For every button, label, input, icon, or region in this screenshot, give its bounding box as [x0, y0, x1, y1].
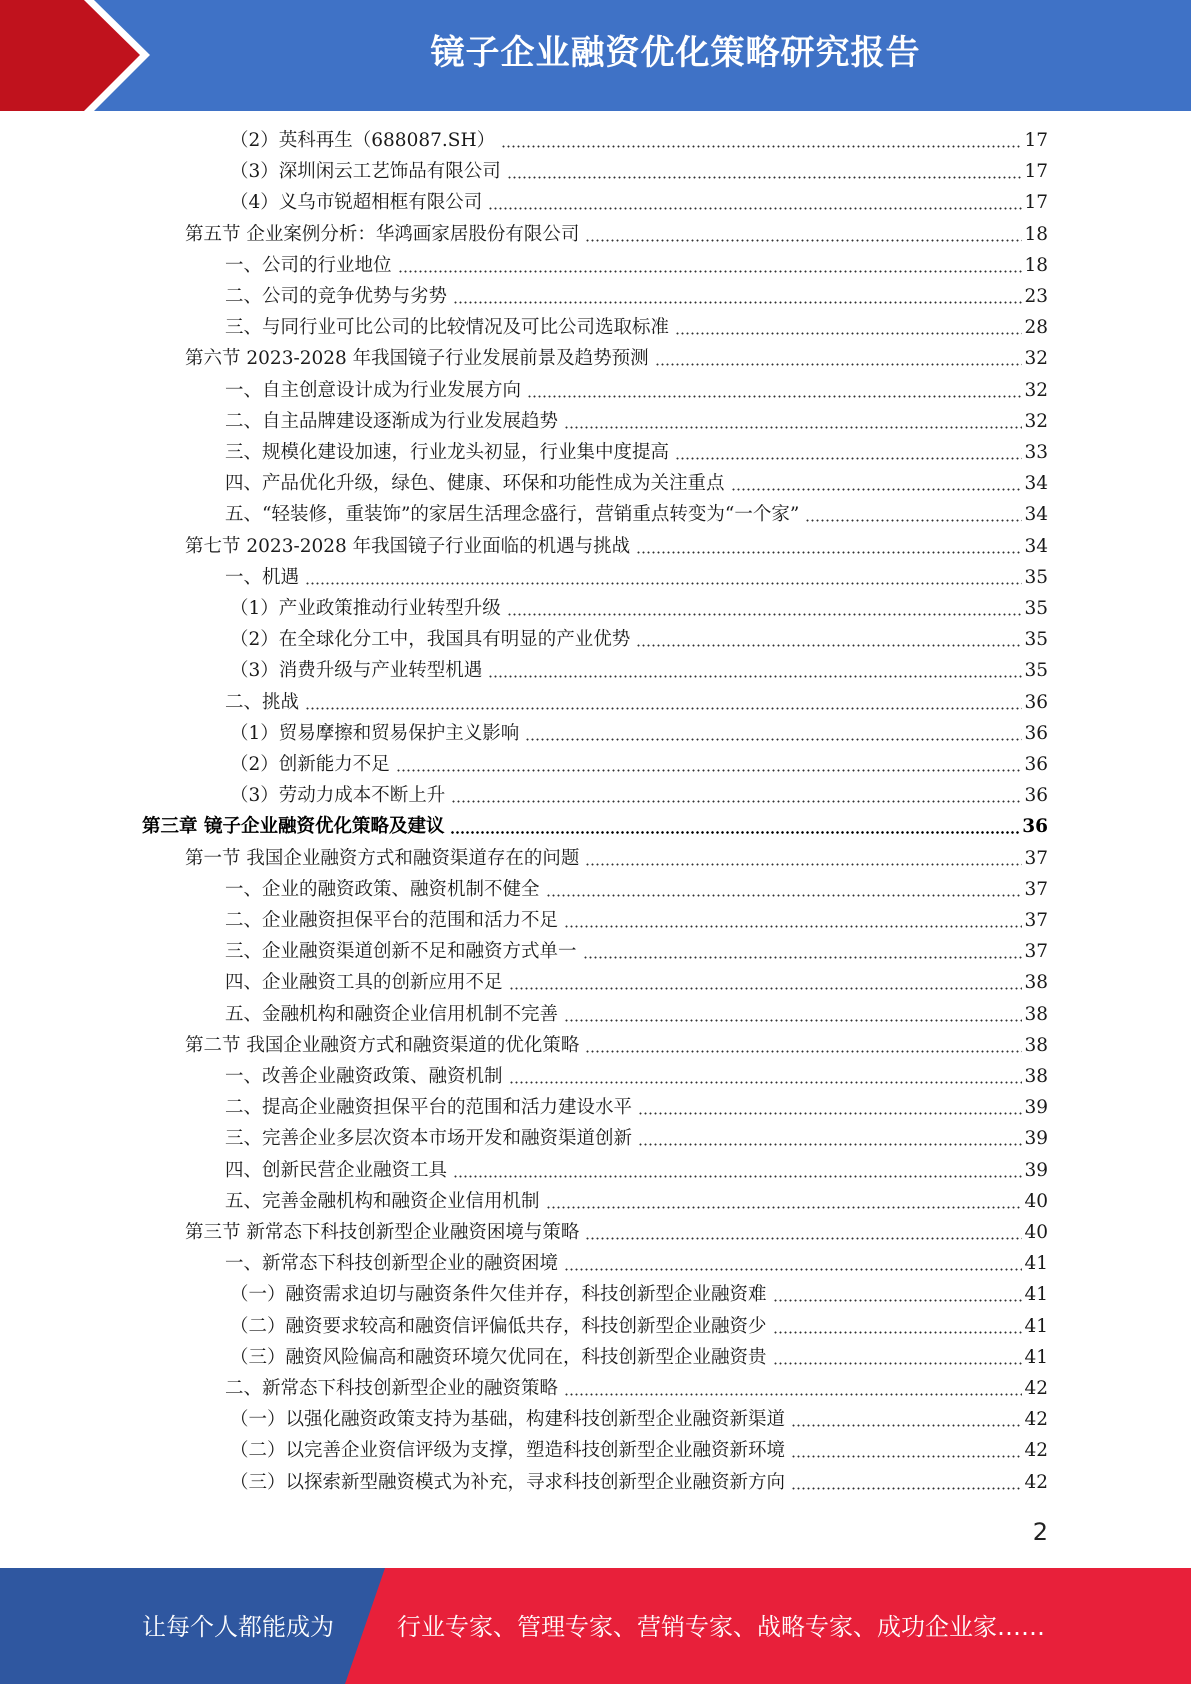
- toc-dot-leader: [396, 769, 1023, 772]
- toc-entry-title: 三、与同行业可比公司的比较情况及可比公司选取标准: [225, 317, 670, 339]
- toc-dot-leader: [564, 1268, 1022, 1271]
- toc-entry-page: 34: [1024, 504, 1048, 526]
- toc-entry-page: 36: [1024, 691, 1048, 713]
- toc-dot-leader: [638, 1112, 1022, 1115]
- toc-entry-page: 35: [1024, 660, 1048, 682]
- toc-dot-leader: [488, 207, 1022, 210]
- toc-entry-title: 二、新常态下科技创新型企业的融资策略: [225, 1378, 559, 1399]
- toc-entry-page: 35: [1024, 629, 1048, 651]
- toc-entry-title: （一）以强化融资政策支持为基础，构建科技创新型企业融资新渠道: [230, 1409, 786, 1431]
- toc-entry-title: 三、规模化建设加速，行业龙头初显，行业集中度提高: [225, 442, 670, 463]
- toc-dot-leader: [398, 270, 1023, 273]
- toc-dot-leader: [564, 925, 1022, 928]
- toc-dot-leader: [636, 644, 1022, 647]
- toc-entry[interactable]: [185, 220, 1048, 250]
- toc-entry-title: （3）深圳闲云工艺饰品有限公司: [230, 161, 501, 183]
- toc-entry-page: 34: [1024, 535, 1048, 557]
- toc-dot-leader: [585, 863, 1022, 866]
- toc-entry-page: 40: [1024, 1190, 1048, 1212]
- toc-entry[interactable]: [225, 407, 1048, 437]
- toc-entry[interactable]: [230, 126, 1048, 156]
- toc-entry-title: 五、“轻装修，重装饰”的家居生活理念盛行，营销重点转变为“一个家”: [225, 504, 800, 526]
- toc-entry-title: 第三章 镜子企业融资优化策略及建议: [142, 816, 445, 838]
- toc-entry-page: 17: [1024, 161, 1048, 183]
- toc-dot-leader: [585, 239, 1022, 242]
- toc-dot-leader: [451, 800, 1022, 803]
- toc-entry-page: 17: [1024, 192, 1048, 214]
- toc-entry[interactable]: [230, 1468, 1048, 1498]
- toc-dot-leader: [305, 582, 1022, 585]
- toc-entry-page: 42: [1024, 1378, 1048, 1399]
- toc-entry[interactable]: [225, 282, 1048, 312]
- toc-entry-page: 28: [1024, 317, 1048, 339]
- toc-dot-leader: [509, 1081, 1023, 1084]
- toc-entry[interactable]: [230, 594, 1048, 624]
- toc-entry[interactable]: [185, 844, 1048, 874]
- toc-entry-title: 三、企业融资渠道创新不足和融资方式单一: [225, 941, 577, 963]
- toc-entry-title: 第三节 新常态下科技创新型企业融资困境与策略: [185, 1222, 580, 1243]
- toc-entry-title: 一、新常态下科技创新型企业的融资困境: [225, 1253, 559, 1275]
- toc-entry[interactable]: [230, 750, 1048, 780]
- toc-entry-page: 38: [1024, 972, 1048, 994]
- toc-entry-page: 34: [1024, 473, 1048, 495]
- toc-entry-title: 二、企业融资担保平台的范围和活力不足: [225, 910, 559, 931]
- toc-entry-title: 二、公司的竞争优势与劣势: [225, 286, 448, 307]
- document-title: 镜子企业融资优化策略研究报告: [430, 33, 921, 73]
- toc-dot-leader: [655, 363, 1023, 366]
- toc-dot-leader: [585, 1237, 1022, 1240]
- toc-dot-leader: [305, 707, 1022, 710]
- toc-entry[interactable]: [225, 1124, 1048, 1154]
- toc-entry-title: 第二节 我国企业融资方式和融资渠道的优化策略: [185, 1034, 580, 1056]
- toc-entry[interactable]: [225, 1249, 1048, 1279]
- toc-dot-leader: [453, 1175, 1022, 1178]
- toc-entry[interactable]: [225, 469, 1048, 499]
- toc-entry-title: （4）义乌市锐超相框有限公司: [230, 192, 483, 214]
- toc-dot-leader: [805, 519, 1022, 522]
- toc-entry[interactable]: [230, 188, 1048, 218]
- toc-entry-title: 第七节 2023-2028 年我国镜子行业面临的机遇与挑战: [185, 535, 631, 557]
- toc-entry-page: 38: [1024, 1066, 1048, 1087]
- toc-entry-title: 一、机遇: [225, 566, 300, 588]
- toc-entry-page: 36: [1022, 816, 1048, 838]
- toc-entry-page: 39: [1024, 1128, 1048, 1150]
- toc-entry-page: 42: [1024, 1440, 1048, 1462]
- toc-entry-page: 32: [1024, 410, 1048, 432]
- toc-entry-title: （1）贸易摩擦和贸易保护主义影响: [230, 722, 520, 744]
- toc-dot-leader: [638, 1143, 1022, 1146]
- toc-dot-leader: [450, 831, 1020, 834]
- toc-dot-leader: [501, 145, 1022, 148]
- toc-entry-title: （二）融资要求较高和融资信评偏低共存，科技创新型企业融资少: [230, 1315, 767, 1337]
- toc-dot-leader: [585, 1050, 1022, 1053]
- toc-entry-title: （三）融资风险偏高和融资环境欠优同在，科技创新型企业融资贵: [230, 1346, 767, 1368]
- footer-slogan-left: 让每个人都能成为: [142, 1613, 334, 1641]
- toc-entry[interactable]: [225, 875, 1048, 905]
- toc-dot-leader: [507, 176, 1023, 179]
- toc-entry-page: 35: [1024, 566, 1048, 588]
- toc-dot-leader: [791, 1455, 1022, 1458]
- toc-entry-title: （2）在全球化分工中，我国具有明显的产业优势: [230, 629, 631, 651]
- toc-entry-page: 17: [1024, 130, 1048, 151]
- toc-entry-title: （3）劳动力成本不断上升: [230, 785, 446, 807]
- toc-entry[interactable]: [185, 532, 1048, 562]
- toc-entry-title: 二、自主品牌建设逐渐成为行业发展趋势: [225, 410, 559, 432]
- toc-entry[interactable]: [225, 937, 1048, 967]
- toc-entry-page: 38: [1024, 1034, 1048, 1056]
- toc-entry-title: 四、创新民营企业融资工具: [225, 1159, 448, 1181]
- toc-dot-leader: [488, 675, 1022, 678]
- toc-dot-leader: [509, 987, 1023, 990]
- toc-entry-page: 33: [1024, 442, 1048, 463]
- toc-entry-title: 四、产品优化升级，绿色、健康、环保和功能性成为关注重点: [225, 473, 725, 495]
- toc-entry-title: 一、自主创意设计成为行业发展方向: [225, 379, 522, 401]
- toc-entry[interactable]: [185, 1031, 1048, 1061]
- page-header: [0, 0, 1191, 111]
- toc-dot-leader: [791, 1487, 1022, 1490]
- toc-dot-leader: [546, 894, 1023, 897]
- toc-dot-leader: [564, 1393, 1022, 1396]
- toc-entry-page: 18: [1024, 223, 1048, 245]
- toc-entry-page: 37: [1024, 910, 1048, 931]
- page-number: 2: [1032, 1518, 1048, 1546]
- toc-entry[interactable]: [230, 1436, 1048, 1466]
- toc-dot-leader: [527, 395, 1022, 398]
- toc-entry[interactable]: [225, 563, 1048, 593]
- toc-entry-page: 42: [1024, 1471, 1048, 1493]
- toc-entry-title: 一、企业的融资政策、融资机制不健全: [225, 878, 540, 900]
- toc-dot-leader: [507, 613, 1023, 616]
- toc-dot-leader: [636, 551, 1022, 554]
- toc-entry-title: 第五节 企业案例分析：华鸿画家居股份有限公司: [185, 223, 580, 245]
- toc-dot-leader: [453, 301, 1022, 304]
- toc-dot-leader: [791, 1424, 1022, 1427]
- toc-entry-page: 37: [1024, 847, 1048, 869]
- toc-dot-leader: [675, 457, 1022, 460]
- toc-entry[interactable]: [225, 1156, 1048, 1186]
- toc-entry-title: 一、公司的行业地位: [225, 254, 392, 276]
- toc-entry-page: 32: [1024, 348, 1048, 370]
- toc-entry-title: （1）产业政策推动行业转型升级: [230, 598, 501, 619]
- toc-entry[interactable]: [230, 1312, 1048, 1342]
- toc-entry-page: 42: [1024, 1409, 1048, 1431]
- toc-entry[interactable]: [185, 344, 1048, 374]
- toc-entry-title: 第一节 我国企业融资方式和融资渠道存在的问题: [185, 847, 580, 869]
- toc-dot-leader: [773, 1331, 1023, 1334]
- toc-entry[interactable]: [225, 1187, 1048, 1217]
- toc-entry-page: 39: [1024, 1159, 1048, 1181]
- toc-dot-leader: [675, 332, 1022, 335]
- toc-entry[interactable]: [185, 1218, 1048, 1248]
- toc-entry-page: 18: [1024, 254, 1048, 276]
- toc-entry[interactable]: [230, 625, 1048, 655]
- toc-entry[interactable]: [230, 719, 1048, 749]
- toc-dot-leader: [731, 488, 1023, 491]
- page-footer: [0, 1568, 1191, 1684]
- toc-entry[interactable]: [230, 157, 1048, 187]
- toc-entry-title: （3）消费升级与产业转型机遇: [230, 660, 483, 682]
- header-red-chevron: [0, 0, 140, 111]
- toc-entry-title: （三）以探索新型融资模式为补充，寻求科技创新型企业融资新方向: [230, 1471, 786, 1493]
- toc-entry[interactable]: [225, 906, 1048, 936]
- toc-entry-page: 23: [1024, 286, 1048, 307]
- toc-entry-title: 四、企业融资工具的创新应用不足: [225, 972, 503, 994]
- toc-entry-page: 36: [1024, 754, 1048, 775]
- toc-entry[interactable]: [230, 1280, 1048, 1310]
- toc-entry-title: 五、完善金融机构和融资企业信用机制: [225, 1190, 540, 1212]
- toc-entry-page: 38: [1024, 1003, 1048, 1025]
- toc-dot-leader: [525, 738, 1022, 741]
- toc-dot-leader: [564, 426, 1022, 429]
- footer-slogan-right: 行业专家、管理专家、营销专家、战略专家、成功企业家……: [397, 1613, 1045, 1641]
- toc-entry-title: （二）以完善企业资信评级为支撑，塑造科技创新型企业融资新环境: [230, 1440, 786, 1462]
- toc-entry[interactable]: [142, 812, 1048, 842]
- toc-entry-page: 36: [1024, 785, 1048, 807]
- toc-entry-page: 41: [1024, 1315, 1048, 1337]
- toc-entry-page: 39: [1024, 1097, 1048, 1119]
- toc-entry[interactable]: [225, 1374, 1048, 1404]
- toc-entry[interactable]: [230, 1343, 1048, 1373]
- toc-entry[interactable]: [225, 688, 1048, 718]
- toc-entry-title: 五、金融机构和融资企业信用机制不完善: [225, 1003, 559, 1025]
- toc-entry-title: 二、挑战: [225, 691, 300, 713]
- toc-entry[interactable]: [225, 1093, 1048, 1123]
- toc-dot-leader: [583, 956, 1023, 959]
- toc-entry[interactable]: [230, 781, 1048, 811]
- toc-dot-leader: [564, 1019, 1022, 1022]
- toc-entry[interactable]: [225, 500, 1048, 530]
- toc-entry[interactable]: [225, 1000, 1048, 1030]
- toc-entry[interactable]: [230, 656, 1048, 686]
- toc-entry[interactable]: [225, 1062, 1048, 1092]
- toc-entry-title: 一、改善企业融资政策、融资机制: [225, 1066, 503, 1087]
- toc-dot-leader: [773, 1299, 1023, 1302]
- toc-entry[interactable]: [230, 1405, 1048, 1435]
- toc-entry-title: 二、提高企业融资担保平台的范围和活力建设水平: [225, 1097, 633, 1119]
- toc-entry[interactable]: [225, 438, 1048, 468]
- toc-entry[interactable]: [225, 968, 1048, 998]
- toc-entry-title: 第六节 2023-2028 年我国镜子行业发展前景及趋势预测: [185, 348, 649, 370]
- toc-entry-title: （2）创新能力不足: [230, 754, 390, 775]
- toc-entry-page: 41: [1024, 1284, 1048, 1306]
- toc-entry-page: 36: [1024, 722, 1048, 744]
- toc-dot-leader: [773, 1362, 1023, 1365]
- toc-entry-page: 32: [1024, 379, 1048, 401]
- toc-entry-page: 40: [1024, 1222, 1048, 1243]
- toc-entry-title: （一）融资需求迫切与融资条件欠佳并存，科技创新型企业融资难: [230, 1284, 767, 1306]
- toc-entry-title: （2）英科再生（688087.SH）: [230, 130, 496, 151]
- toc-entry-page: 37: [1024, 878, 1048, 900]
- toc-entry-page: 35: [1024, 598, 1048, 619]
- toc-entry-title: 三、完善企业多层次资本市场开发和融资渠道创新: [225, 1128, 633, 1150]
- toc-dot-leader: [546, 1206, 1023, 1209]
- toc-entry-page: 41: [1024, 1253, 1048, 1275]
- toc-entry-page: 41: [1024, 1346, 1048, 1368]
- toc-entry[interactable]: [225, 313, 1048, 343]
- toc-entry[interactable]: [225, 376, 1048, 406]
- toc-entry-page: 37: [1024, 941, 1048, 963]
- toc-entry[interactable]: [225, 251, 1048, 281]
